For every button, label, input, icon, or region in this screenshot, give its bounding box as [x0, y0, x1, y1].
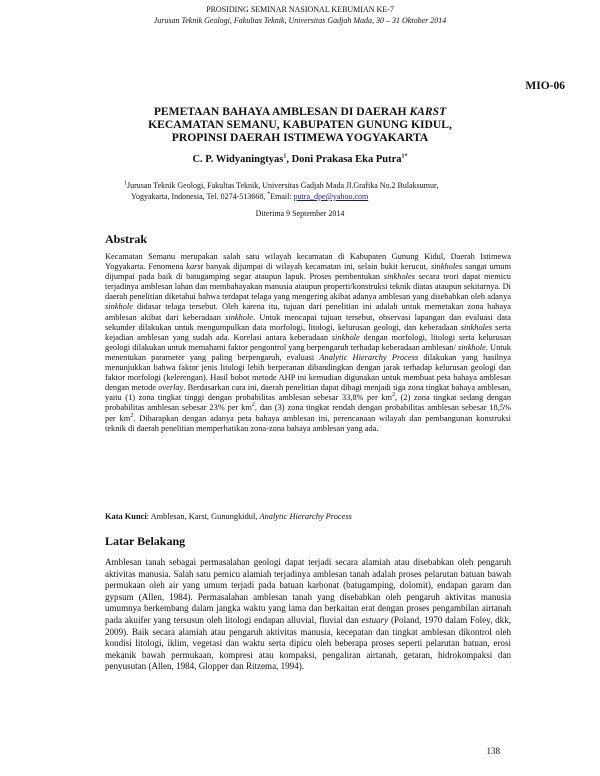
running-header-venue: Jurusan Teknik Geologi, Fakultas Teknik, Universitas Gadjah Mada, 30 – 31 Oktober 2014 [153, 16, 447, 25]
abstract-text: . Untuk menentukan parameter yang paling berpengaruh, evaluasi [105, 342, 511, 362]
abstract-italic: overlay [158, 383, 184, 393]
intro-body [105, 557, 511, 673]
abstract-italic: sinkhole [457, 342, 486, 352]
abstract-sup: 2 [130, 412, 134, 419]
author-list [0, 154, 600, 165]
abstract-text: . Berdasarkan cara ini, daerah penelitian dapat dibagi menjadi tiga zona tingkat bahaya amblesan, yaitu (1) zona tingkat tinggi dengan probabilitas amblesan sebesar 33,8% per km [105, 383, 511, 403]
paper-code: MIO-06 [525, 80, 565, 92]
intro-heading: Latar Belakang [105, 534, 186, 548]
abstract-italic: sinkhole [225, 312, 254, 322]
affiliation [124, 180, 524, 202]
abstract-text: didasar telaga tersebut. Oleh karena itu, tujuan dari penelitian ini adalah untuk memetakan zona bahaya amblesan akibat dari keberadaan [105, 302, 511, 322]
title-karst: KARST [409, 105, 447, 118]
affiliation-sup: 1 [124, 180, 127, 187]
abstract-italic: sinkholes [430, 262, 463, 272]
abstract-italic: sinkhole [105, 302, 133, 312]
abstract-text: . Untuk mencapai tujuan tersebut, observasi lapangan dan evaluasi data sekunder dilakukan untuk mengumpulkan data morfologi, litologi, kelurusan geologi, dan keberadaan [105, 312, 511, 332]
abstract-heading: Abstrak [105, 232, 148, 246]
author-2-sup: 1* [401, 153, 408, 160]
title-line3: PROPINSI DAERAH ISTIMEWA YOGYAKARTA [171, 131, 429, 144]
intro-italic: estuary [361, 614, 389, 625]
affiliation-line2: Yogyakarta, Indonesia, Tel. 0274-513668, [131, 192, 268, 201]
abstract-italic: sinkholes [383, 272, 415, 282]
author-separator: , [286, 154, 292, 165]
keywords-italic: Analytic Hierarchy Process [259, 512, 352, 521]
title-line1: PEMETAAN BAHAYA AMBLESAN DI DAERAH [153, 105, 410, 118]
title-line2: KECAMATAN SEMANU, KABUPATEN GUNUNG KIDUL, [148, 118, 452, 131]
intro-text: Amblesan tanah sebagai permasalahan geologi dapat terjadi secara alamiah atau disebabkan oleh pengaruh aktivitas manusia. Salah satu pemicu alamiah terjadinya amblesan tanah adalah proses pelarutan batuan bawah permukaan oleh air yang umum terjadi pada batuan karbonat (batugamping, dolomit), endapan garam dan gypsum (Allen, 1984). Permasalahan amblesan tanah yang disebabkan oleh pengaruh aktivitas manusia umumnya berkembang dalam jangka waktu yang lama dan berkaitan erat dengan proses pengambilan airtanah pada akuifer yang tersusun oleh litologi endapan alluvial, fluvial dan [105, 557, 511, 625]
abstract-text: secara teori dapat memicu terjadinya amblesan lahan dan membahayakan manusia ataupun properti/konstruksi teknik diatas ataupun sekitarnya. Di daerah penelitian diketahui bahwa terdapat telaga yang mengering akibat adanya amblesan yang disebabkan oleh adanya [105, 272, 511, 302]
abstract-body [105, 252, 511, 434]
paper-title [60, 105, 540, 144]
abstract-text: banyak dijumpai di wilayah kecamatan ini, selain bukit kerucut, [203, 262, 431, 272]
author-1-sup: 1 [283, 153, 287, 160]
author-1: C. P. Widyaningtyas [192, 154, 284, 165]
abstract-text: serta kejadian amblesan yang sudah ada. Korelasi antara keberadaan [105, 322, 511, 342]
abstract-text: , dan (3) zona tingkat rendah dengan probabilitas amblesan sebesar 18,5% per km [105, 403, 511, 423]
running-header-title: PROSIDING SEMINAR NASIONAL KEBUMIAN KE-7 [206, 5, 394, 14]
email-link[interactable]: putra_dpe@yahoo.com [293, 192, 369, 201]
abstract-italic: karst [186, 262, 204, 272]
page-number: 138 [486, 746, 500, 756]
abstract-sup: 2 [391, 392, 395, 399]
affiliation-line1: Jurusan Teknik Geologi, Fakultas Teknik, Universitas Gadjah Mada Jl.Grafika No.2 Bulaksumur, [127, 181, 439, 190]
email-sup: * [267, 191, 271, 198]
abstract-text: , (2) zona tingkat sedang dengan probabilitas amblesan sebesar 23% per km [105, 393, 512, 413]
abstract-text: dilakukan yang hasilnya menunjukkan bahwa faktor jenis litologi lebih berperanan dibandingkan dengan jarak terhadap kelurusan geologi dan faktor morfologi (kelerengan). Hasil bobot metode AHP ini kemudian digunakan untuk membuat peta bahaya amblesan dengan metode [105, 352, 512, 393]
keywords [105, 512, 352, 521]
abstract-text: Kecamatan Semanu merupakan salah satu wilayah kecamatan di Kabupaten Gunung Kidul, Daerah Istimewa Yogyakarta. Fenomena [105, 252, 511, 272]
author-2: Doni Prakasa Eka Putra [291, 154, 402, 165]
abstract-text: sangat umum dijumpai pada baik di batugamping segar ataupun lapuk. Proses pembentukan [105, 262, 511, 282]
abstract-text: dengan morfologi, litologi serta kelurusan geologi dilakukan untuk memahami faktor pengontrol yang berpengaruh terhadap keberadaan amblesan/ [105, 332, 512, 352]
abstract-italic: sinkhole [331, 332, 360, 342]
abstract-italic: sinkholes [460, 322, 492, 332]
received-date: Diterima 9 September 2014 [255, 209, 345, 218]
intro-text: (Poland, 1970 dalam Foley, dkk, 2009). Baik secara alamiah atau pengaruh aktivitas manusia, kecepatan dan tingkat amblesan dikontrol oleh kondisi litologi, iklim, vegetasi dan waktu serta dipicu oleh beberapa proses seperti pelarutan batuan, erosi mekanik bawah permukaan, kompresi atau kompaksi, pengaliran airtanah, getaran, hidrokompaksi dan penyusutan (Allen, 1984, Glopper dan Ritzema, 1994). [105, 614, 511, 672]
keywords-text: : Amblesan, Karst, Gunungkidul, [146, 512, 260, 521]
abstract-sup: 2 [251, 402, 255, 409]
keywords-label: Kata Kunci [105, 512, 147, 521]
email-label: Email: [270, 192, 294, 201]
abstract-italic: Analytic Hierarchy Process [319, 352, 419, 362]
abstract-text: . Diharapkan dengan adanya peta bahaya amblesan ini, perencanaan wilayah dan pembangunan konstruksi teknik di daerah penelitian memperhatikan zona-zona bahaya amblesan yang ada. [105, 413, 511, 433]
